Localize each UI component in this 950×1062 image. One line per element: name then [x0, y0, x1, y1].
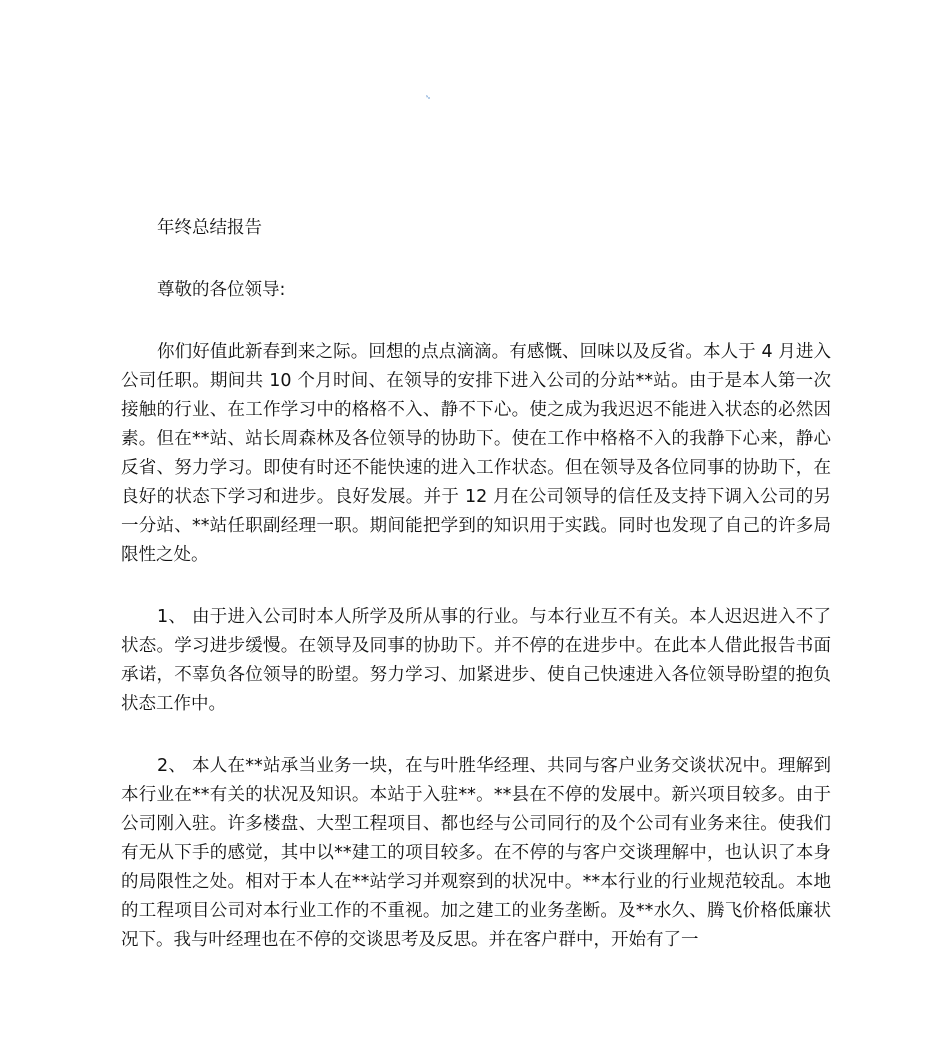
paragraph-item-1: 1、 由于进入公司时本人所学及所从事的行业。与本行业互不有关。本人迟迟进入不了状态。学习进步缓慢。在领导及同事的协助下。并不停的在进步中。在此本人借此报告书面承诺，不辜负各位领导的盼望。努力学习、加紧进步、使自己快速进入各位领导盼望的抱负状态工作中。: [121, 607, 831, 714]
document-title: 年终总结报告: [157, 218, 262, 238]
paragraph-item-2: 2、 本人在**站承当业务一块，在与叶胜华经理、共同与客户业务交谈状况中。理解到本行业在**有关的状况及知识。本站于入驻**。**县在不停的发展中。新兴项目较多。由于公司刚入驻。许多楼盘、大型工程项目、都也经与公司同行的及个公司有业务来往。使我们有无从下手的感觉，其中以**建工的项目较多。在不停的与客户交谈理解中，也认识了本身的局限性之处。相对于本人在**站学习并观察到的状况中。**本行业的行业规范较乱。本地的工程项目公司对本行业工作的不重视。加之建工的业务垄断。及**水久、腾飞价格低廉状况下。我与叶经理也在不停的交谈思考及反思。并在客户群中，开始有了一: [121, 756, 831, 950]
paragraph-intro: 你们好值此新春到来之际。回想的点点滴滴。有感慨、回味以及反省。本人于 4 月进入公司任职。期间共 10 个月时间、在领导的安排下进入公司的分站**站。由于是本人第一次接触的行业、在工作学习中的格格不入、静不下心。使之成为我迟迟不能进入状态的必然因素。但在**站、站长周森林及各位领导的协助下。使在工作中格格不入的我静下心来，静心反省、努力学习。即使有时还不能快速的进入工作状态。但在领导及各位同事的协助下，在良好的状态下学习和进步。良好发展。并于 12 月在公司领导的信任及支持下调入公司的另一分站、**站任职副经理一职。期间能把学到的知识用于实践。同时也发现了自己的许多局限性之处。: [121, 342, 831, 565]
document-content: [121, 214, 831, 955]
salutation: 尊敬的各位领导:: [157, 280, 286, 300]
small-mark-icon: [425, 94, 431, 100]
